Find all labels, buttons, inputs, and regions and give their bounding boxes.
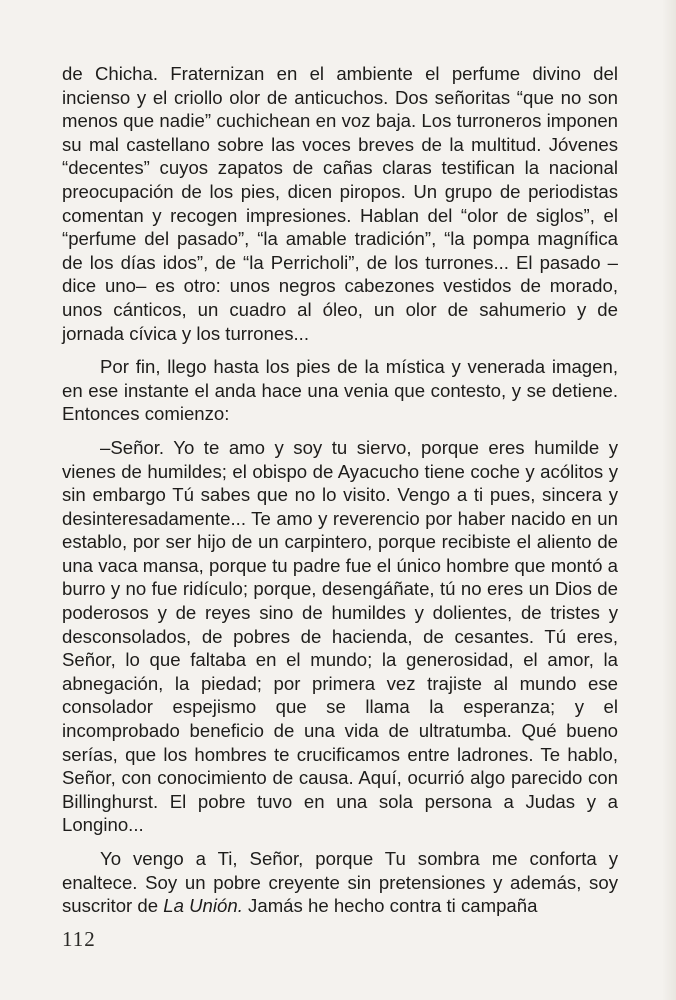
paragraph-prayer: –Señor. Yo te amo y soy tu siervo, porque eres humilde y vienes de humildes; el obispo de Ayacucho tiene coche y acólitos y sin embargo Tú sabes que no lo visito. Vengo a ti pues, sincera y desinteresadamente... Te amo y reverencio por haber nacido en un establo, por ser hijo de un carpintero, porque recibiste el aliento de una vaca mansa, porque tu padre fue el único hombre que montó a burro y no fue ridículo; porque, desengáñate, tú no eres un Dios de poderosos y de reyes sino de humildes y dolientes, de tristes y desconsolados, de pobres de hacienda, de cesantes. Tú eres, Señor, lo que faltaba en el mundo; la generosidad, el amor, la abnegación, la piedad; por primera vez trajiste al mundo ese consolador espejismo que se llama la esperanza; y el incomprobado beneficio de una vida de ultratumba. Qué bueno serías, que los hombres te crucificamos entre ladrones. Te hablo, Señor, con conocimiento de causa. Aquí, ocurrió algo parecido con Billinghurst. El pobre tuvo en una sola persona a Judas y a Longino... bbox=[62, 436, 618, 836]
book-page-body bbox=[62, 62, 618, 928]
paragraph-arrival: Por fin, llego hasta los pies de la mística y venerada imagen, en ese instante el anda hace una venia que contesto, y se detiene. Entonces comienzo: bbox=[62, 356, 618, 425]
page-edge-shadow bbox=[662, 0, 676, 1000]
closing-text-start: Yo vengo a Ti, Señor, porque Tu sombra me conforta y enaltece. Soy un pobre creyente sin pretensiones y además, soy suscritor de bbox=[62, 848, 618, 917]
page-number: 112 bbox=[62, 927, 96, 951]
newspaper-title: La Unión. bbox=[163, 895, 243, 917]
paragraph-procession: de Chicha. Fraternizan en el ambiente el perfume divino del incienso y el criollo olor de anticuchos. Dos señoritas “que no son menos que nadie” cuchichean en voz baja. Los turroneros imponen su mal castellano sobre las voces breves de la multitud. Jóvenes “decentes” cuyos zapatos de cañas claras testifican la nacional preocupación de los pies, dicen piropos. Un grupo de periodistas comentan y recogen impresiones. Hablan del “olor de siglos”, el “perfume del pasado”, “la amable tradición”, “la pompa magnífica de los días idos”, de “la Perricholi”, de los turrones... El pasado –dice uno– es otro: unos negros cabezones vestidos de morado, unos cánticos, un cuadro al óleo, un olor de sahumerio y de jornada cívica y los turrones... bbox=[62, 63, 618, 344]
paragraph-closing bbox=[62, 847, 618, 918]
closing-text-end: Jamás he hecho contra ti campaña bbox=[242, 895, 538, 917]
